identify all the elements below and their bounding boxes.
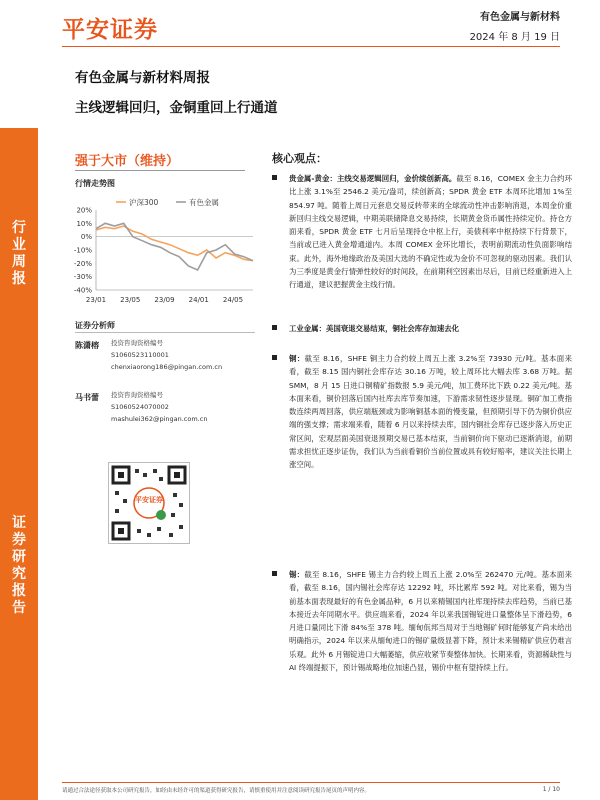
analyst-name: 陈潇榕 bbox=[75, 341, 99, 350]
qr-brand-text: 平安证券 bbox=[135, 496, 163, 504]
rating: 强于大市（维持） bbox=[75, 154, 180, 169]
bullet-icon bbox=[272, 571, 277, 576]
chart-section-label: 行情走势图 bbox=[75, 179, 115, 188]
footer-disclaimer: 请通过合法途径获取本公司研究报告，如经由未经许可的渠道获得研究报告，请慎重使用并注意阅读研究报告尾页的声明内容。 bbox=[62, 788, 371, 794]
core-title: 核心观点： bbox=[272, 152, 327, 165]
header-divider bbox=[62, 46, 560, 47]
bullet-icon bbox=[272, 175, 277, 180]
bullet-icon bbox=[272, 325, 277, 330]
paragraph-head: 贵金属-黄金：主线交易逻辑回归，金价续创新高。 bbox=[289, 174, 457, 183]
y-tick-label: -20% bbox=[73, 259, 92, 268]
page-number: 1 / 10 bbox=[542, 786, 560, 793]
y-tick-label: -10% bbox=[73, 246, 92, 255]
analyst-role: 投资咨询资格编号 bbox=[111, 391, 163, 399]
y-tick-label: 0% bbox=[80, 233, 92, 242]
qr-code[interactable] bbox=[108, 462, 190, 544]
rating-divider bbox=[75, 170, 245, 171]
x-tick-label: 24/01 bbox=[188, 296, 209, 304]
series-title: 有色金属与新材料周报 bbox=[75, 70, 210, 86]
paragraph-industrial bbox=[272, 322, 572, 335]
x-tick-label: 23/01 bbox=[85, 296, 107, 304]
report-category: 有色金属与新材料 bbox=[480, 12, 560, 23]
analyst-info bbox=[111, 337, 222, 373]
legend-label: 沪深300 bbox=[129, 198, 159, 207]
report-date: 2024 年 8 月 19 日 bbox=[469, 32, 560, 43]
x-tick-label: 23/09 bbox=[154, 296, 175, 304]
market-trend-chart bbox=[58, 190, 258, 310]
y-tick-label: -40% bbox=[73, 286, 92, 295]
x-tick-label: 24/05 bbox=[222, 296, 244, 304]
analyst-heading: 证券分析师 bbox=[75, 321, 115, 330]
x-tick-label: 23/05 bbox=[120, 296, 141, 304]
analyst-info bbox=[111, 389, 207, 425]
paragraph-body: 截至 8.16，SHFE 铜主力合约较上周五上涨 3.2%至 73930 元/吨。基本面来看，截至 8.15 国内铜社会库存达 30.16 万吨，较上周环比大幅去库 3.68 万吨。据 SMM，8 月 15 日进口铜精矿指数报 5.9 美元/吨，加工费环比下跌 0.22 美元/吨。基本面来看，铜价回落后国内社库去库节奏加速，下游需求韧性逐步显现。铜矿加工费指数连续两周回落，供应端瓶颈或为影响铜基本面的慢变量，但预期引导下仍为铜价供应端的强支撑；需求端来看，随着 6 月以来持续去库，国内铜社会库存已逐步落入历史正常区间，宏观层面美国衰退预期交易已基本结束，当前铜价向下驱动已逐渐消退，前期需求担忧正逐步证伪，我们认为当前看铜价当前位置或具有较好赔率，建议关注长期上涨空间。 bbox=[289, 354, 572, 470]
analyst-email[interactable]: chenxiaorong186@pingan.com.cn bbox=[111, 363, 223, 371]
paragraph-body: 截至 8.16，COMEX 金主力合约环比上涨 3.1%至 2546.2 美元/盎司，续创新高；SPDR 黄金 ETF 本周环比增加 1%至 854.97 吨。随着上周日元套息交易反转带来的全球流动性冲击影响消退，本周金价重新回归主线交易逻辑，中期美联储降息交易持续，长期黄金货币属性持续定价。持仓方面来看，SPDR 黄金 ETF 七月后呈现持仓中枢上行，美债利率中枢持续下行背景下，当前或已进入黄金增通道内。本周 COMEX 金环比增长，表明前期流动性负面影响结束。此外，海外地缘政治及美国大选的不确定性或为金价不可忽视的驱动因素。我们认为三季度是黄金行情弹性较好的时间段，在前期利空因素出尽后，目前已经重新进入上行通道，建议把握黄金主线行情。 bbox=[289, 174, 572, 290]
chart-svg bbox=[58, 190, 258, 310]
y-tick-label: 20% bbox=[76, 206, 92, 215]
analyst-email[interactable]: mashulei362@pingan.com.cn bbox=[111, 415, 208, 423]
brand-logo: 平安证券 bbox=[62, 17, 158, 43]
side-label-bottom: 证 券 研 究 报 告 bbox=[12, 515, 26, 616]
paragraph-head: 铜： bbox=[289, 354, 305, 363]
paragraph-body: 截至 8.16，SHFE 锡主力合约较上周五上涨 2.0%至 262470 元/吨。基本面来看，截至 8.16，国内锡社会库存达 12292 吨，环比累库 592 吨。对比来看，锡为当前基本面表现最好的有色金属品种，6 月以来精锡国内社库现持续去库趋势，当前已基本接近去年同期水平。供应端来看，2024 年以来我国锡锭进口量整体呈下滑趋势，6 月进口量同比下滑 84%至 378 吨。缅甸佤邦当局对于当地锡矿何时能够复产尚未给出明确指示，2024 年以来从缅甸进口的锡矿量级显著下降，预计未来锡精矿供应仍难言乐观。此外 6 月锡锭进口大幅萎缩，供应收紧节奏整体加快。长期来看，资源稀缺性与 AI 终端提振下，预计锡战略地位加速凸显，锡价中枢有望持续上行。 bbox=[289, 570, 572, 673]
paragraph-head: 锡： bbox=[289, 570, 305, 579]
analyst-code: S1060524070002 bbox=[111, 403, 169, 411]
paragraph-head: 工业金属：美国衰退交易结束，铜社会库存加速去化 bbox=[289, 324, 459, 333]
analyst-role: 投资咨询资格编号 bbox=[111, 339, 163, 347]
footer-divider bbox=[62, 782, 560, 783]
paragraph-copper bbox=[272, 352, 572, 472]
y-tick-label: -30% bbox=[73, 273, 92, 282]
analyst-code: S1060523110001 bbox=[111, 351, 169, 359]
paragraph-gold bbox=[272, 172, 572, 292]
bullet-icon bbox=[272, 355, 277, 360]
analyst-name: 马书蕾 bbox=[75, 393, 99, 402]
analyst-divider bbox=[75, 332, 255, 333]
side-label-top: 行 业 周 报 bbox=[12, 220, 26, 287]
headline: 主线逻辑回归，金铜重回上行通道 bbox=[75, 100, 278, 116]
paragraph-tin bbox=[272, 568, 572, 674]
y-tick-label: 10% bbox=[76, 219, 92, 228]
legend-label: 有色金属 bbox=[189, 198, 219, 207]
